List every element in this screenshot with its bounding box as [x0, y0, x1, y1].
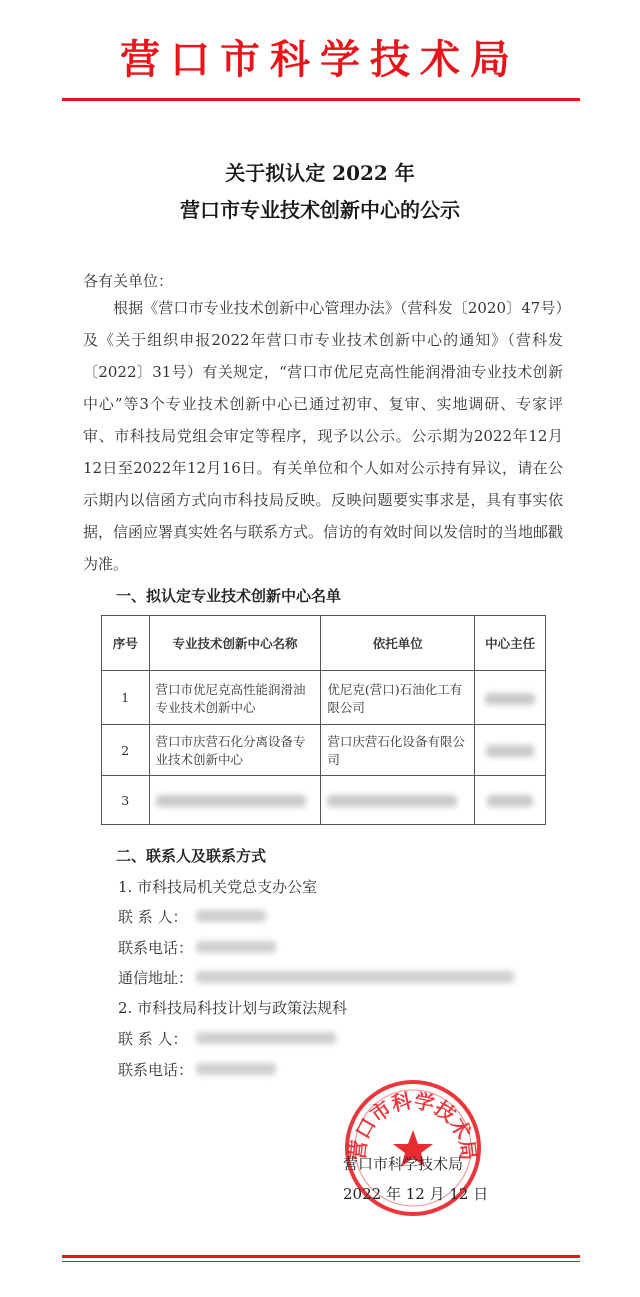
salutation: 各有关单位：	[83, 272, 174, 290]
cell-director	[475, 671, 546, 725]
redacted-mark	[196, 971, 514, 983]
col-header-unit: 依托单位	[321, 616, 475, 671]
cell-director	[475, 725, 546, 776]
cell-no: 3	[102, 776, 150, 825]
redacted-mark	[486, 745, 534, 757]
center-list-table	[101, 615, 546, 825]
signature-org: 营口市科学技术局	[343, 1155, 464, 1173]
col-header-name: 专业技术创新中心名称	[149, 616, 321, 671]
cell-no: 1	[102, 671, 150, 725]
col-header-no: 序号	[102, 616, 150, 671]
redacted-mark	[196, 1063, 276, 1075]
cell-unit	[321, 776, 475, 825]
redacted-mark	[487, 795, 533, 807]
cell-unit: 优尼克(营口)石油化工有限公司	[321, 671, 475, 725]
seal-text: 营口市科学技术局	[345, 1088, 481, 1162]
table-header-row	[102, 616, 546, 671]
redacted-mark	[196, 941, 276, 953]
doc-title-line2: 营口市专业技术创新中心的公示	[180, 198, 460, 222]
contact1-person-label: 联 系 人：	[118, 908, 188, 926]
doc-title-line1: 关于拟认定 2022 年	[225, 161, 415, 185]
contact1-title: 1. 市科技局机关党总支办公室	[118, 878, 318, 896]
table-row	[102, 776, 546, 825]
redacted-mark	[196, 910, 266, 922]
redacted-mark	[327, 795, 457, 807]
cell-director	[475, 776, 546, 825]
col-header-director: 中心主任	[475, 616, 546, 671]
contact1-address-label: 通信地址：	[118, 969, 194, 987]
table-row	[102, 725, 546, 776]
cell-name	[149, 776, 321, 825]
cell-unit: 营口庆营石化设备有限公司	[321, 725, 475, 776]
header-divider	[62, 98, 580, 101]
contact2-phone-label: 联系电话：	[118, 1061, 194, 1079]
footer-divider	[62, 1255, 580, 1258]
cell-name: 营口市优尼克高性能润滑油专业技术创新中心	[149, 671, 321, 725]
redacted-mark	[485, 693, 535, 705]
cell-no: 2	[102, 725, 150, 776]
cell-name: 营口市庆营石化分离设备专业技术创新中心	[149, 725, 321, 776]
table-row	[102, 671, 546, 725]
signature-date: 2022 年 12 月 12 日	[343, 1185, 489, 1203]
section2-heading: 二、联系人及联系方式	[116, 847, 267, 865]
contact1-phone-label: 联系电话：	[118, 939, 194, 957]
contact2-title: 2. 市科技局科技计划与政策法规科	[118, 999, 348, 1017]
redacted-mark	[196, 1032, 336, 1044]
redacted-mark	[156, 795, 306, 807]
body-paragraph: 根据《营口市专业技术创新中心管理办法》（营科发〔2020〕47号）及《关于组织申报2022年营口市专业技术创新中心的通知》（营科发〔2022〕31号）有关规定，“营口市优尼克高性能润滑油专业技术创新中心”等3个专业技术创新中心已通过初审、复审、实地调研、专家评审、市科技局党组会审定等程序，现予以公示。公示期为2022年12月12日至2022年12月16日。有关单位和个人如对公示持有异议，请在公示期内以信函方式向市科技局反映。反映问题要实事求是，具有事实依据，信函应署真实姓名与联系方式。信访的有效时间以发信时的当地邮戳为准。	[83, 299, 564, 573]
section1-heading: 一、拟认定专业技术创新中心名单	[116, 587, 342, 605]
footer-divider-thin	[62, 1261, 580, 1262]
contact2-person-label: 联 系 人：	[118, 1030, 188, 1048]
agency-header: 营口市科学技术局	[120, 36, 520, 83]
